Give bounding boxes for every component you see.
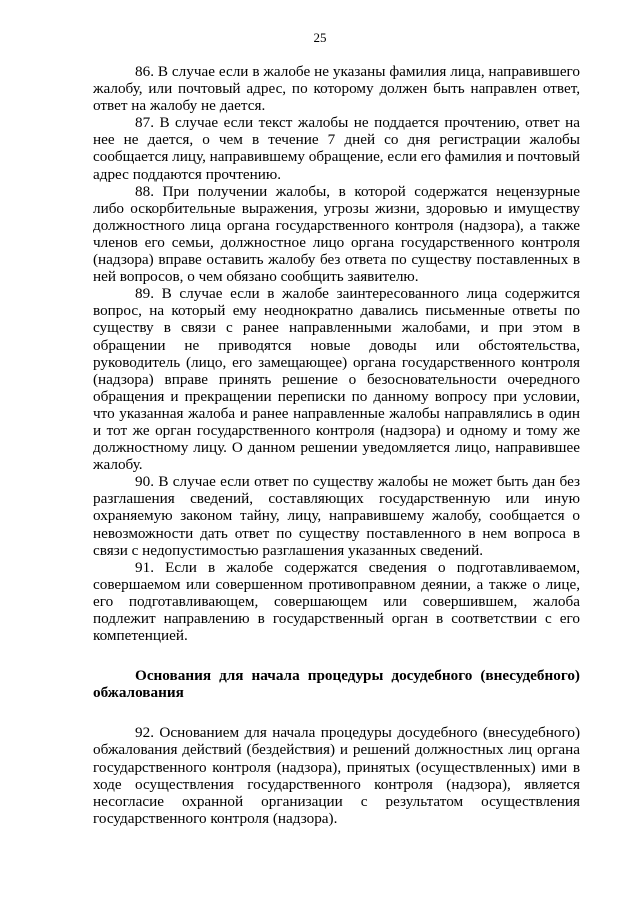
document-body (93, 63, 580, 827)
paragraph-92: 92. Основанием для начала процедуры досудебного (внесудебного) обжалования действий (бездействия) и решений должностных лиц органа государственного контроля (надзора), принятых (осуществленных) ими в ходе осуществления государственного контроля (надзора), является несогласие охранной организации с результатом осуществления государственного контроля (надзора). (93, 724, 580, 827)
section-heading: Основания для начала процедуры досудебного (внесудебного) обжалования (93, 667, 580, 702)
page-number: 25 (313, 30, 327, 45)
paragraph-89: 89. В случае если в жалобе заинтересованного лица содержится вопрос, на который ему неоднократно давались письменные ответы по существу в связи с ранее направленными жалобами, и при этом в обращении не приводятся новые доводы или обстоятельства, руководитель (лицо, его замещающее) органа государственного контроля (надзора) вправе принять решение о безосновательности очередного обращения и прекращении переписки по данному вопросу при условии, что указанная жалоба и ранее направленные жалобы направлялись в один и тот же орган государственного контроля (надзора) и одному и тому же должностному лицу. О данном решении уведомляется лицо, направившее жалобу. (93, 285, 580, 474)
paragraph-90: 90. В случае если ответ по существу жалобы не может быть дан без разглашения сведений, составляющих государственную или иную охраняемую законом тайну, лицу, направившему жалобу, сообщается о невозможности дать ответ по существу поставленного в нем вопроса в связи с недопустимостью разглашения указанных сведений. (93, 473, 580, 559)
paragraph-86: 86. В случае если в жалобе не указаны фамилия лица, направившего жалобу, или почтовый адрес, по которому должен быть направлен ответ, ответ на жалобу не дается. (93, 63, 580, 115)
paragraph-91: 91. Если в жалобе содержатся сведения о подготавливаемом, совершаемом или совершенном противоправном деянии, а также о лице, его подготавливающем, совершающем или совершившем, жалоба подлежит направлению в государственный орган в соответствии с его компетенцией. (93, 558, 580, 645)
paragraph-88: 88. При получении жалобы, в которой содержатся нецензурные либо оскорбительные выражения, угрозы жизни, здоровью и имуществу должностного лица органа государственного контроля (надзора), а также членов его семьи, должностное лицо органа государственного контроля (надзора) вправе оставить жалобу без ответа по существу поставленных в ней вопросов, о чем обязано сообщить заявителю. (93, 182, 580, 286)
paragraph-87: 87. В случае если текст жалобы не поддается прочтению, ответ на нее не дается, о чем в течение 7 дней со дня регистрации жалобы сообщается лицу, направившему обращение, если его фамилия и почтовый адрес поддаются прочтению. (93, 114, 580, 183)
